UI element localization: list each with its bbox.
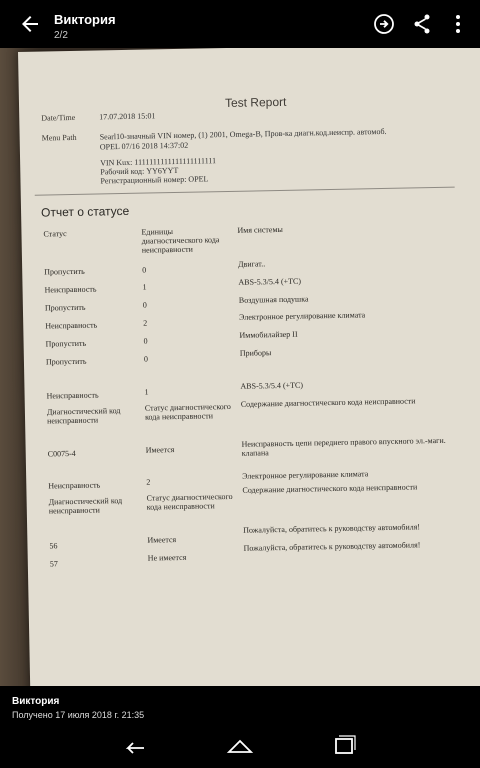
nav-recent-apps-icon[interactable]	[328, 734, 360, 758]
row-count: Статус диагностического кода неисправности	[146, 491, 233, 512]
date-label: Date/Time	[41, 112, 76, 123]
row-system: Содержание диагностического кода неисправности	[240, 396, 416, 409]
column-system: Имя системы	[237, 224, 283, 235]
received-timestamp: Получено 17 июля 2018 г. 21:35	[12, 710, 145, 720]
row-system: ABS-5.3/5.4 (+TC)	[240, 380, 304, 391]
menu-path-label: Menu Path	[41, 132, 77, 143]
row-count: Имеется	[145, 445, 175, 455]
chat-title: Виктория	[54, 12, 116, 27]
row-status: Пропустить	[45, 338, 87, 349]
date-value: 17.07.2018 15:01	[99, 111, 156, 122]
row-status: Диагностический код неисправности	[48, 496, 123, 516]
sender-name: Виктория	[12, 696, 60, 707]
row-system: Пожалуйста, обратитесь к руководству автомобиля!	[243, 540, 421, 553]
row-count: 2	[143, 318, 148, 328]
row-system: Электронное регулирование климата	[242, 469, 369, 481]
row-status: Неисправность	[48, 480, 101, 491]
row-status: Неисправность	[45, 320, 98, 331]
row-count: Имеется	[147, 535, 177, 545]
row-system: Воздушная подушка	[238, 294, 309, 305]
section-title: Отчет о статусе	[40, 203, 130, 220]
row-count: 0	[143, 336, 148, 346]
row-count: 0	[142, 300, 147, 310]
system-navigation-bar	[0, 726, 480, 768]
registration-number: Регистрационный номер: OPEL	[100, 174, 209, 186]
top-app-bar	[0, 0, 480, 48]
nav-back-icon[interactable]	[120, 734, 152, 758]
back-arrow-icon[interactable]	[18, 12, 42, 36]
row-status: C0075-4	[47, 448, 76, 459]
share-icon[interactable]	[410, 12, 434, 36]
row-status: Неисправность	[46, 390, 99, 401]
row-status: Диагностический код неисправности	[46, 406, 121, 426]
column-units: Единицы диагностического кода неисправности	[141, 227, 220, 255]
forward-icon[interactable]	[372, 12, 396, 36]
row-count: 2	[146, 477, 151, 487]
row-count: Не имеется	[147, 552, 187, 563]
more-options-icon[interactable]	[446, 12, 470, 36]
row-status: Пропустить	[44, 302, 86, 313]
row-system: Приборы	[239, 348, 272, 358]
row-count: 0	[143, 354, 149, 364]
report-title: Test Report	[224, 94, 287, 111]
photo-viewer[interactable]	[0, 48, 480, 686]
vin-line: VIN Kux: 1111111111111111111111	[100, 156, 217, 168]
work-code: Рабочий код: YY6YYT	[100, 165, 179, 177]
row-status: Пропустить	[45, 356, 87, 367]
divider-line	[35, 187, 455, 196]
row-count: 1	[142, 282, 147, 292]
row-system: Пожалуйста, обратитесь к руководству автомобиля!	[243, 522, 421, 535]
row-status: 56	[49, 541, 58, 551]
row-status: Пропустить	[44, 266, 85, 277]
row-system: ABS-5.3/5.4 (+TC)	[238, 276, 302, 287]
menu-path-line1: Searl10-значный VIN номер, (1) 2001, Omega-B, Пров-ка диагн.код.неиспр. автомоб.	[99, 126, 387, 142]
row-system: Иммобилайзер II	[239, 329, 298, 340]
report-document	[28, 48, 469, 612]
image-counter: 2/2	[54, 30, 68, 41]
row-status: 57	[49, 559, 58, 569]
row-system: Двигат..	[238, 259, 266, 269]
row-count: Статус диагностического кода неисправности	[144, 401, 231, 422]
nav-home-icon[interactable]	[224, 734, 256, 758]
report-paper	[18, 48, 480, 686]
row-count: 0	[142, 265, 147, 275]
image-info-bar	[0, 686, 480, 726]
menu-path-line2: OPEL 07/16 2018 14:37:02	[99, 140, 189, 152]
row-system: Неисправность цепи переднего правого впускного эл.-магн. клапана	[241, 435, 446, 458]
row-system: Содержание диагностического кода неисправности	[242, 482, 418, 495]
row-count: 1	[144, 387, 149, 397]
row-status: Неисправность	[44, 284, 97, 295]
column-status: Статус	[43, 229, 67, 239]
row-system: Электронное регулирование климата	[239, 310, 366, 322]
